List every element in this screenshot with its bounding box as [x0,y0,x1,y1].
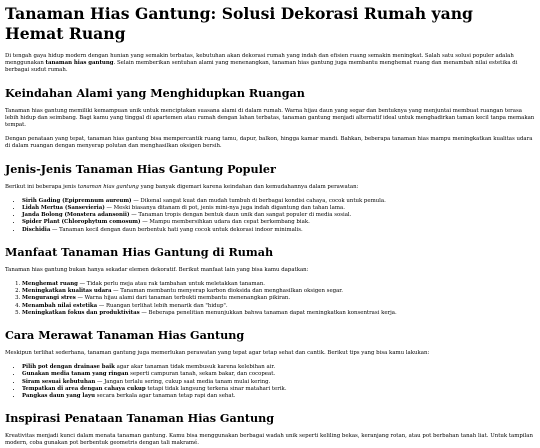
list-item-text: — Tanaman kecil dengan daun berbentuk hati yang cocok untuk dekorasi indoor minimalis. [50,226,303,233]
manfaat-list [5,281,535,317]
list-item [22,386,535,393]
list-item-bold: Lidah Mertua (Sansevieria) [22,205,105,212]
list-item-bold: Meningkatkan kualitas udara [22,288,112,295]
list-item [22,303,535,310]
list-item-text: — Tidak perlu meja atau rak tambahan untuk meletakkan tanaman. [77,281,266,288]
list-item-text: — Ruangan terlihat lebih menarik dan "hidup". [97,302,228,309]
list-item-text: — Dikenal sangat kuat dan mudah tumbuh di berbagai kondisi cahaya, cocok untuk pemula. [131,197,386,204]
intro-paragraph [5,53,535,75]
page-title: Tanaman Hias Gantung: Solusi Dekorasi Rumah yang Hemat Ruang [5,4,473,43]
section-paragraph: Tanaman hias gantung bukan hanya sekadar elemen dekoratif. Berikut manfaat lain yang bisa kamu dapatkan: [5,266,309,273]
section-heading-inspirasi: Inspirasi Penataan Tanaman Hias Gantung [5,411,275,426]
list-item-text: tetapi tidak langsung terkena sinar matahari terik. [145,385,287,392]
list-item-bold: Spider Plant (Chlorophytum comosum) [22,219,141,226]
section-heading-manfaat: Manfaat Tanaman Hias Gantung di Rumah [5,244,274,259]
list-item-bold: Menghemat ruang [22,281,78,288]
list-item [22,198,535,205]
list-item-bold: Gunakan media tanam yang ringan [22,371,129,378]
section-paragraph: Tanaman hias gantung memiliki kemampuan unik untuk menciptakan suasana alami di dalam rumah. Warna hijau daun yang segar dan bentuknya yang menjuntai membuat ruangan terasa lebih hidup dan seimbang. Bagi kamu yang tinggal di apartemen atau rumah dengan lahan terbatas, tanaman gantung menjadi alternatif ideal untuk menghadirkan taman kecil tanpa memakan tempat. [5,107,535,129]
jenis-intro-italic: tanaman hias gantung [77,183,139,190]
jenis-intro-after: yang banyak digemari karena keindahan dan kemudahannya dalam perawatan: [138,183,359,190]
section-heading-keindahan: Keindahan Alami yang Menghidupkan Ruangan [5,85,305,100]
list-item [22,281,535,288]
list-item-text: — Tanaman tropis dengan bentuk daun unik dan sangat populer di media sosial. [129,212,352,219]
intro-text-after: . Selain memberikan sentuhan alami yang menenangkan, tanaman hias gantung juga membantu menghemat ruang dan menambah nilai estetika di berbagai sudut rumah. [5,60,518,74]
list-item [22,227,535,234]
list-item-text: — Warna hijau alami dari tanaman terbukti membantu menenangkan pikiran. [75,295,291,302]
list-item-text: — Meski biasanya ditanam di pot, jenis mini-nya juga indah digantung dan tahan lama. [104,205,345,212]
list-item [22,393,535,400]
section-paragraph: Meskipun terlihat sederhana, tanaman gantung juga memerlukan perawatan yang tepat agar tetap sehat dan cantik. Berikut tips yang bisa kamu lakukan: [5,350,430,357]
list-item-bold: Menambah nilai estetika [22,302,98,309]
list-item [22,371,535,378]
list-item-bold: Pilih pot dengan drainase baik [22,364,115,371]
list-item-bold: Mengurangi stres [22,295,76,302]
list-item-bold: Siram sesuai kebutuhan [22,378,96,385]
list-item [22,288,535,295]
list-item-text: secara berkala agar tanaman tetap rapi dan sehat. [95,393,236,400]
intro-text-before: Di tengah gaya hidup modern dengan hunian yang semakin terbatas, kebutuhan akan dekorasi rumah yang indah dan efisien ruang semakin meningkat. Salah satu solusi populer adalah menggunakan [5,53,514,67]
section-paragraph [5,184,535,191]
list-item-bold: Pangkas daun yang layu [22,393,95,400]
intro-bold: tanaman hias gantung [45,60,114,67]
list-item-bold: Meningkatkan fokus dan produktivitas [22,309,140,316]
list-item [22,219,535,226]
section-paragraph: Dengan penataan yang tepat, tanaman hias gantung bisa mempercantik ruang tamu, dapur, balkon, hingga kamar mandi. Bahkan, beberapa tanaman hias mampu meningkatkan kualitas udara di dalam ruangan dengan menyerap polutan dan menghasilkan oksigen bersih. [5,136,533,150]
list-item-text: — Tanaman membantu menyerap karbon dioksida dan menghasilkan oksigen segar. [111,288,344,295]
list-item-text: seperti campuran tanah, sekam bakar, dan cocopeat. [128,371,276,378]
list-item-bold: Dischidia [22,226,51,233]
list-item-text: — Mampu membersihkan udara dan cepat berkembang biak. [140,219,310,226]
list-item-text: agar akar tanaman tidak membusuk karena kelebihan air. [114,364,276,371]
list-item [22,379,535,386]
list-item-text: — Jangan terlalu sering, cukup saat media tanam mulai kering. [95,378,271,385]
jenis-intro-before: Berikut ini beberapa jenis [5,183,78,190]
list-item [22,295,535,302]
list-item [22,364,535,371]
jenis-list [5,198,535,234]
perawatan-list [5,364,535,400]
list-item-text: — Beberapa penelitian menunjukkan bahwa tanaman dapat meningkatkan konsentrasi kerja. [139,309,397,316]
list-item-bold: Tempatkan di area dengan cahaya cukup [22,385,146,392]
section-paragraph: Kreativitas menjadi kunci dalam menata tanaman gantung. Kamu bisa menggunakan berbagai wadah unik seperti keliling bekas, keranjang rotan, atau pot berbahan tanah liat. Untuk tampilan modern, coba gunakan pot berbentuk geometris dengan tali makramé. [5,433,533,447]
section-heading-cara-merawat: Cara Merawat Tanaman Hias Gantung [5,328,245,343]
list-item-bold: Sirih Gading (Epipremnum aureum) [22,197,132,204]
section-heading-jenis: Jenis-Jenis Tanaman Hias Gantung Populer [5,161,276,176]
list-item-bold: Janda Bolong (Monstera adansonii) [22,212,130,219]
list-item [22,310,535,317]
